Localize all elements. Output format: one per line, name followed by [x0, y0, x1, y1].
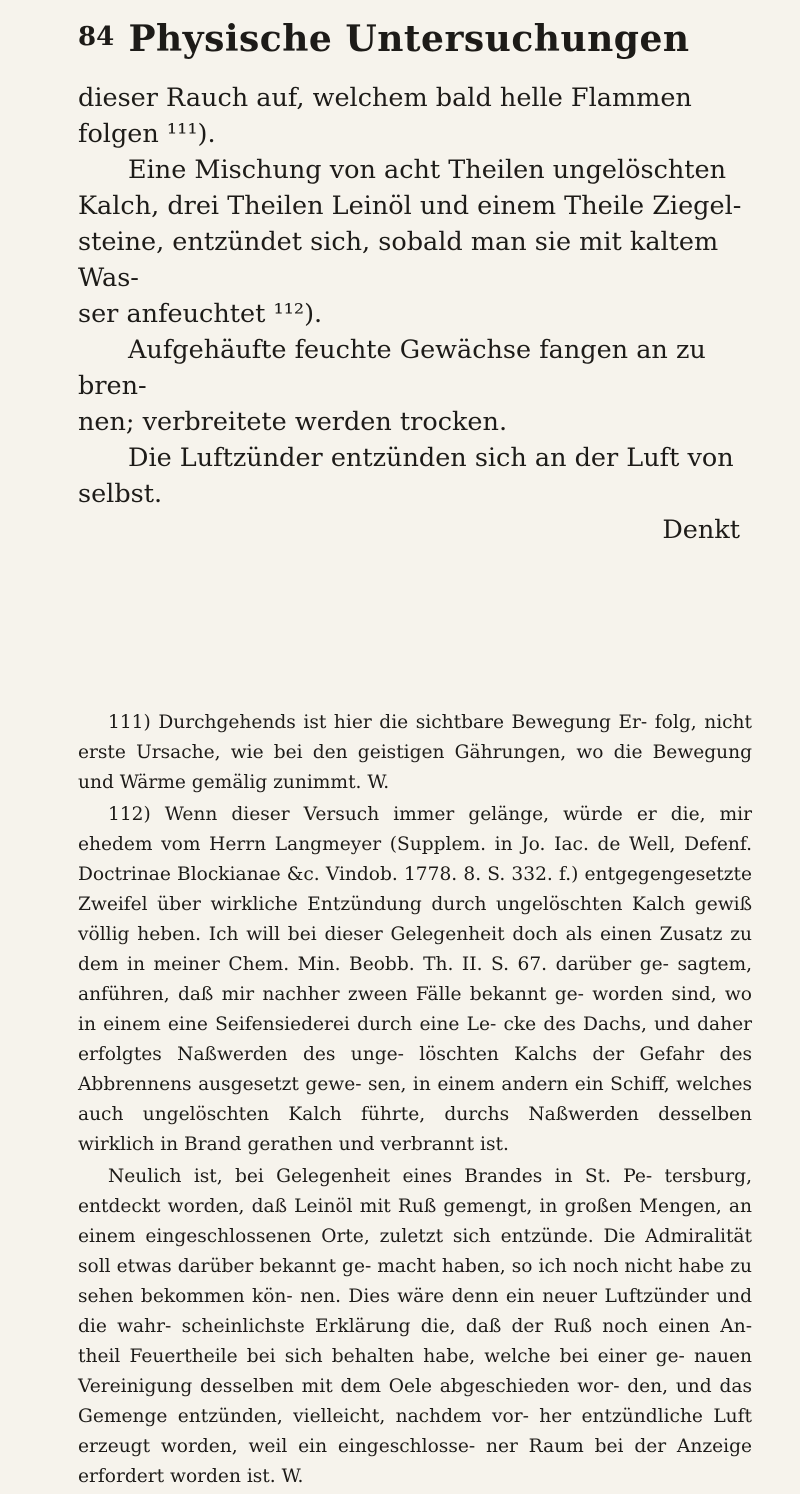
paragraph-continuation — [78, 80, 748, 152]
footnote-112: 112) Wenn dieser Versuch immer gelänge, würde er die, mir ehedem vom Herrn Langmeyer (Supplem. in Jo. Iac. de Well, Defenf. Doctrinae Blockianae &c. Vindob. 1778. 8. S. 332. f.) entgegengesetzte Zweifel über wirkliche Entzündung durch ungelöschten Kalch gewiß völlig heben. Ich will bei dieser Gelegenheit doch als einen Zusatz zu dem in meiner Chem. Min. Beobb. Th. II. S. 67. darüber ge- sagtem, anführen, daß mir nachher zween Fälle bekannt ge- worden sind, wo in einem eine Seifensiederei durch eine Le- cke des Dachs, und daher erfolgtes Naßwerden des unge- löschten Kalchs der Gefahr des Abbrennens ausgesetzt gewe- sen, in einem andern ein Schiff, welches auch ungelöschten Kalch führte, durchs Naßwerden desselben wirklich in Brand gerathen und verbrannt ist. — [78, 804, 752, 1155]
text-line: Kalch, drei Theilen Leinöl und einem Theile Ziegel- — [78, 191, 742, 221]
text-line: folgen ¹¹¹). — [78, 119, 216, 149]
paragraph-lime-mixture — [78, 152, 748, 332]
catchword: Denkt — [662, 515, 740, 545]
footnotes — [78, 708, 752, 1494]
page-header — [78, 18, 740, 70]
text-line: Eine Mischung von acht Theilen ungelöschten — [128, 155, 727, 185]
main-text — [78, 80, 748, 548]
text-line: steine, entzündet sich, sobald man sie mit kaltem Was- — [78, 227, 719, 293]
paragraph-damp-plants — [78, 332, 748, 440]
text-line: ser anfeuchtet ¹¹²). — [78, 299, 323, 329]
footnote-111: 111) Durchgehends ist hier die sichtbare Bewegung Er- folg, nicht erste Ursache, wie bei den geistigen Gährungen, wo die Bewegung und Wärme gemälig zunimmt. W. — [78, 712, 752, 793]
page-number: 84 — [78, 22, 115, 52]
text-line: selbst. — [78, 479, 163, 509]
text-line: dieser Rauch auf, welchem bald helle Flammen — [78, 83, 692, 113]
paragraph-air-igniters — [78, 440, 748, 512]
running-title: Physische Untersuchungen — [128, 18, 690, 60]
text-line: nen; verbreitete werden trocken. — [78, 407, 508, 437]
text-line: Aufgehäufte feuchte Gewächse fangen an zu bren- — [78, 335, 706, 401]
text-line: Die Luftzünder entzünden sich an der Luft von — [128, 443, 734, 473]
footnote-112-continued: Neulich ist, bei Gelegenheit eines Brandes in St. Pe- tersburg, entdeckt worden, daß Leinöl mit Ruß gemengt, in großen Mengen, an einem eingeschlossenen Orte, zuletzt sich entzünde. Die Admiralität soll etwas darüber bekannt ge- macht haben, so ich noch nicht habe zu sehen bekommen kön- nen. Dies wäre denn ein neuer Luftzünder und die wahr- scheinlichste Erklärung die, daß der Ruß noch einen An- theil Feuertheile bei sich behalten habe, welche bei einer ge- nauen Vereinigung desselben mit dem Oele abgeschieden wor- den, und das Gemenge entzünden, vielleicht, nachdem vor- her entzündliche Luft erzeugt worden, weil ein eingeschlosse- ner Raum bei der Anzeige erfordert worden ist. W. — [78, 1166, 752, 1487]
